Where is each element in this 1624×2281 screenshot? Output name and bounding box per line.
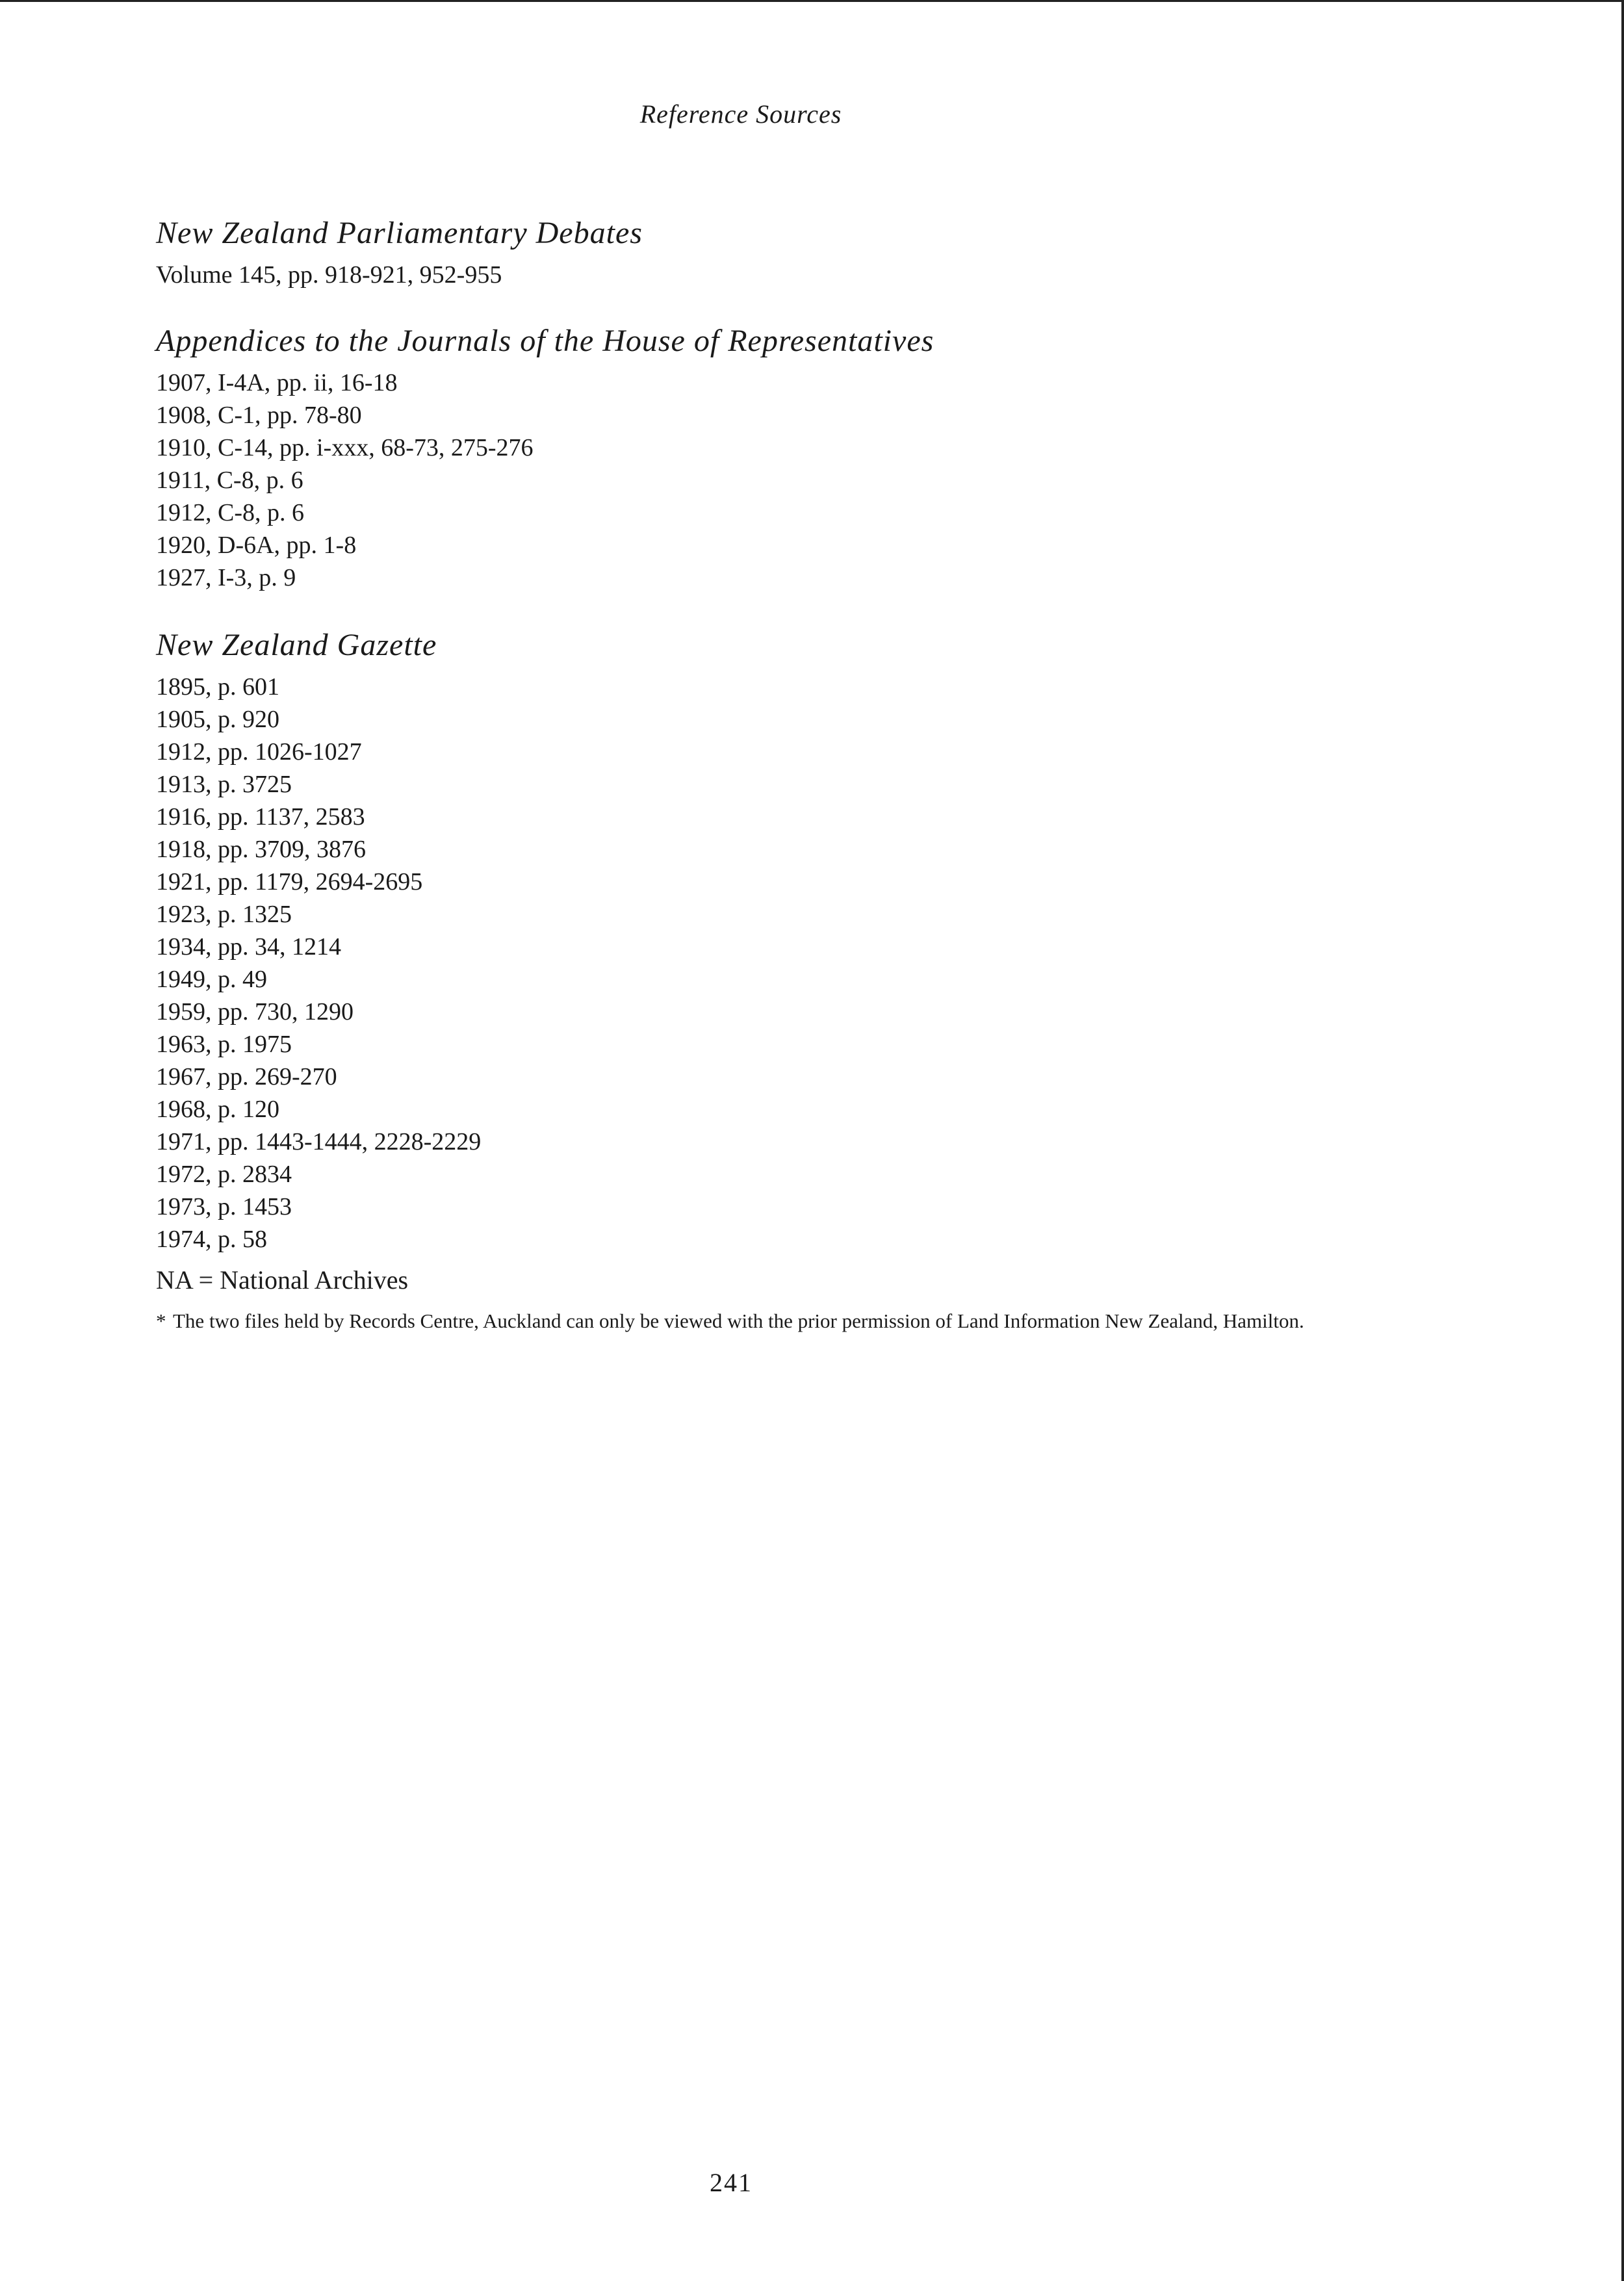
reference-entry: 1918, pp. 3709, 3876 [156,836,366,863]
page-border-top [0,0,1624,2]
section-heading: New Zealand Parliamentary Debates [156,216,643,250]
abbreviation-note: NA = National Archives [156,1265,409,1295]
reference-entry: 1972, p. 2834 [156,1161,292,1188]
reference-entry: 1912, C-8, p. 6 [156,499,304,526]
footnote [156,1309,1356,1334]
reference-entry: 1923, p. 1325 [156,901,292,928]
reference-entry: 1912, pp. 1026-1027 [156,738,362,766]
reference-entry: 1971, pp. 1443-1444, 2228-2229 [156,1128,482,1155]
reference-entry: 1967, pp. 269-270 [156,1063,337,1090]
reference-entry: 1927, I-3, p. 9 [156,564,296,591]
reference-entry: 1968, p. 120 [156,1096,279,1123]
section-heading: New Zealand Gazette [156,628,437,662]
footnote-marker: * [156,1309,166,1332]
reference-entry: 1920, D-6A, pp. 1-8 [156,532,357,559]
page-border-right [1621,0,1624,2281]
reference-entry: 1921, pp. 1179, 2694-2695 [156,868,423,896]
page-number: 241 [710,2168,753,2197]
reference-entry: 1949, p. 49 [156,966,267,993]
reference-entry: 1905, p. 920 [156,706,279,733]
section-parliamentary-debates [156,208,1391,291]
reference-entry: 1907, I-4A, pp. ii, 16-18 [156,369,398,396]
reference-entry: 1916, pp. 1137, 2583 [156,803,365,831]
section-gazette [156,620,1391,1256]
reference-entry: Volume 145, pp. 918-921, 952-955 [156,261,502,289]
reference-entry: 1913, p. 3725 [156,771,292,798]
reference-entry: 1908, C-1, pp. 78-80 [156,402,362,429]
section-heading: Appendices to the Journals of the House of Representatives [156,324,934,358]
reference-entry: 1974, p. 58 [156,1226,267,1253]
reference-list [156,208,1391,1334]
footnote-text: The two files held by Records Centre, Auckland can only be viewed with the prior permission of Land Information New Zealand, Hamilton. [173,1309,1304,1332]
reference-entry: 1911, C-8, p. 6 [156,467,303,494]
reference-entry: 1959, pp. 730, 1290 [156,998,354,1025]
reference-entry: 1895, p. 601 [156,673,279,701]
reference-entry: 1934, pp. 34, 1214 [156,933,341,960]
reference-entry: 1963, p. 1975 [156,1031,292,1058]
reference-entry: 1910, C-14, pp. i-xxx, 68-73, 275-276 [156,434,534,461]
reference-entry: 1973, p. 1453 [156,1193,292,1220]
running-head: Reference Sources [639,99,842,129]
section-appendices-journals [156,316,1391,594]
